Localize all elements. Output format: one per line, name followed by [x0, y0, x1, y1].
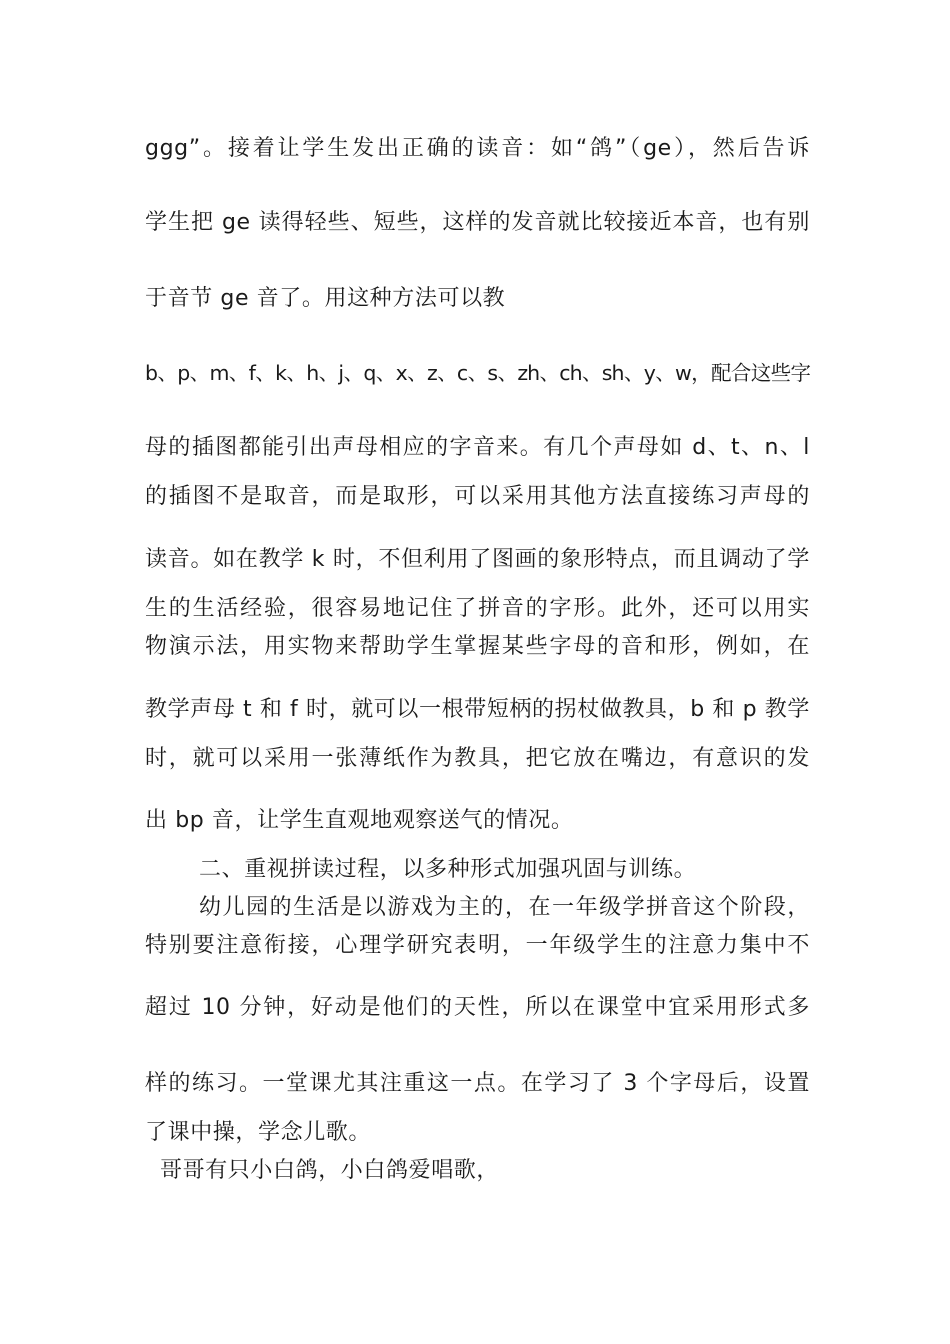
text-line: ggg”。接着让学生发出正确的读音：如“鸽”（ge），然后告诉 — [145, 136, 810, 161]
text-line: 特别要注意衔接，心理学研究表明，一年级学生的注意力集中不 — [145, 933, 810, 958]
text-line: 样的练习。一堂课尤其注重这一点。在学习了 3 个字母后，设置 — [145, 1071, 810, 1096]
text-line: 幼儿园的生活是以游戏为主的，在一年级学拼音这个阶段， — [199, 895, 810, 920]
text-line: 超过 10 分钟，好动是他们的天性，所以在课堂中宜采用形式多 — [145, 995, 810, 1020]
text-line: 物演示法，用实物来帮助学生掌握某些字母的音和形，例如，在 — [145, 634, 810, 659]
text-line: 生的生活经验，很容易地记住了拼音的字形。此外，还可以用实 — [145, 596, 810, 621]
text-line: 出 bp 音，让学生直观地观察送气的情况。 — [145, 808, 574, 833]
text-line: 教学声母 t 和 f 时，就可以一根带短柄的拐杖做教具，b 和 p 教学 — [145, 697, 810, 722]
text-line: 时，就可以采用一张薄纸作为教具，把它放在嘴边，有意识的发 — [145, 746, 810, 771]
text-line: 学生把 ge 读得轻些、短些，这样的发音就比较接近本音，也有别 — [145, 210, 810, 235]
text-line: b、p、m、f、k、h、j、q、x、z、c、s、zh、ch、sh、y、w，配合这些字 — [145, 361, 810, 385]
section-heading: 二、重视拼读过程，以多种形式加强巩固与训练。 — [199, 857, 697, 882]
text-line: 了课中操，学念儿歌。 — [145, 1120, 372, 1145]
text-line: 读音。如在教学 k 时，不但利用了图画的象形特点，而且调动了学 — [145, 547, 810, 572]
text-line: 母的插图都能引出声母相应的字音来。有几个声母如 d、t、n、l — [145, 435, 810, 460]
text-line: 于音节 ge 音了。用这种方法可以教 — [145, 286, 506, 311]
text-line: 的插图不是取音，而是取形，可以采用其他方法直接练习声母的 — [145, 484, 810, 509]
poem-line: 哥哥有只小白鸽，小白鸽爱唱歌， — [160, 1158, 500, 1183]
